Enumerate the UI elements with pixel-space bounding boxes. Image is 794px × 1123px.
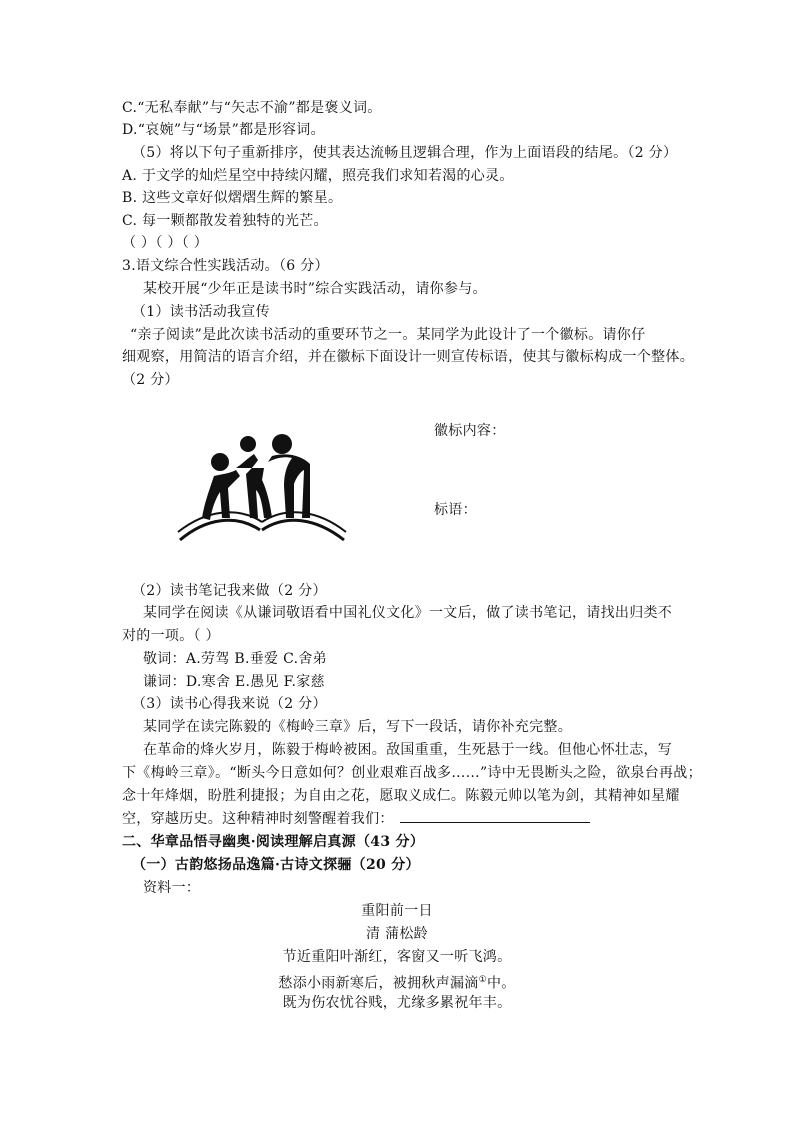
q5-answer-slots[interactable]: （ ）（ ）（ ） bbox=[122, 235, 209, 251]
poem-line-1: 节近重阳叶渐红，客窗又一听飞鸿。 bbox=[282, 949, 512, 965]
answer-blank[interactable] bbox=[400, 808, 590, 823]
part-3-text-line-5 bbox=[122, 808, 590, 830]
section-2-title: 二、华章品悟寻幽奥·阅读理解启真源（43 分） bbox=[122, 834, 425, 850]
part-1-text-line-3: （2 分） bbox=[122, 372, 179, 388]
q5-sentence-c: C. 每一颗都散发着独特的光芒。 bbox=[122, 213, 328, 229]
parent-child-reading-logo bbox=[176, 418, 348, 544]
humble-words-options: 谦词：D.寒舍 E.愚见 F.家慈 bbox=[143, 674, 325, 690]
part-3-title: （3）读书心得我来说（2 分） bbox=[132, 696, 327, 712]
part-3-text-line-2: 在革命的烽火岁月，陈毅于梅岭被困。敌国重重，生死悬于一线。但他心怀壮志，写 bbox=[143, 742, 673, 758]
part-1-title: （1）读书活动我宣传 bbox=[132, 304, 270, 320]
part-2-text-line-1: 某同学在阅读《从谦词敬语看中国礼仪文化》一文后，做了读书笔记，请找出归类不 bbox=[143, 605, 673, 621]
part-3-text-line-3: 下《梅岭三章》。“断头今日意如何？创业艰难百战多……”诗中无畏断头之险，欲泉台再战； bbox=[122, 765, 702, 781]
q5-sentence-a: A. 于文学的灿烂星空中持续闪耀，照亮我们求知若渴的心灵。 bbox=[122, 168, 514, 184]
material-1-label: 资料一： bbox=[143, 880, 201, 896]
part-1-text-line-1: “亲子阅读”是此次读书活动的重要环节之一。某同学为此设计了一个徽标。请你仔 bbox=[130, 327, 646, 343]
question-3-intro: 某校开展“少年正是读书时”综合实践活动，请你参与。 bbox=[143, 281, 487, 297]
poem-title: 重阳前一日 bbox=[361, 903, 433, 919]
poem-line-3: 既为伤农忧谷贱，尤缘多累祝年丰。 bbox=[282, 995, 512, 1011]
question-3-title: 3.语文综合性实践活动。（6 分） bbox=[122, 258, 329, 274]
part-2-text-line-2: 对的一项。（ ） bbox=[122, 628, 220, 644]
option-d: D.“哀婉”与“场景”都是形容词。 bbox=[122, 122, 325, 138]
option-c: C.“无私奉献”与“矢志不渝”都是褒义词。 bbox=[122, 100, 382, 116]
part-3-text-line-1: 某同学在读完陈毅的《梅岭三章》后，写下一段话，请你补充完整。 bbox=[143, 719, 572, 735]
slogan-label: 标语： bbox=[434, 502, 477, 518]
respectful-words-options: 敬词：A.劳驾 B.垂爱 C.舍弟 bbox=[143, 651, 327, 667]
poem-line-2-end: 中。 bbox=[486, 975, 516, 992]
logo-content-label: 徽标内容： bbox=[434, 423, 506, 439]
part-2-title: （2）读书笔记我来做（2 分） bbox=[132, 583, 327, 599]
poem-author: 清 蒲松龄 bbox=[366, 926, 428, 942]
question-5-stem: （5）将以下句子重新排序，使其表达流畅且逻辑合理，作为上面语段的结尾。（2 分） bbox=[132, 145, 678, 161]
q5-sentence-b: B. 这些文章好似熠熠生辉的繁星。 bbox=[122, 190, 343, 206]
part-1-text-line-2: 细观察，用简洁的语言介绍，并在徽标下面设计一则宣传标语，使其与徽标构成一个整体。 bbox=[122, 349, 694, 365]
poem-line-2 bbox=[0, 969, 794, 995]
part-3-text-line-5-text: 空，穿越历史。这种精神时刻警醒着我们： bbox=[122, 811, 394, 827]
section-2-subtitle: （一）古韵悠扬品逸篇·古诗文探骊（20 分） bbox=[132, 857, 420, 873]
footnote-marker: ① bbox=[478, 975, 487, 985]
poem-line-2-text: 愁添小雨新寒后，被拥秋声漏滴 bbox=[278, 975, 479, 992]
part-3-text-line-4: 念十年烽烟，盼胜利捷报；为自由之花，愿取义成仁。陈毅元帅以笔为剑，其精神如星耀 bbox=[122, 788, 680, 804]
